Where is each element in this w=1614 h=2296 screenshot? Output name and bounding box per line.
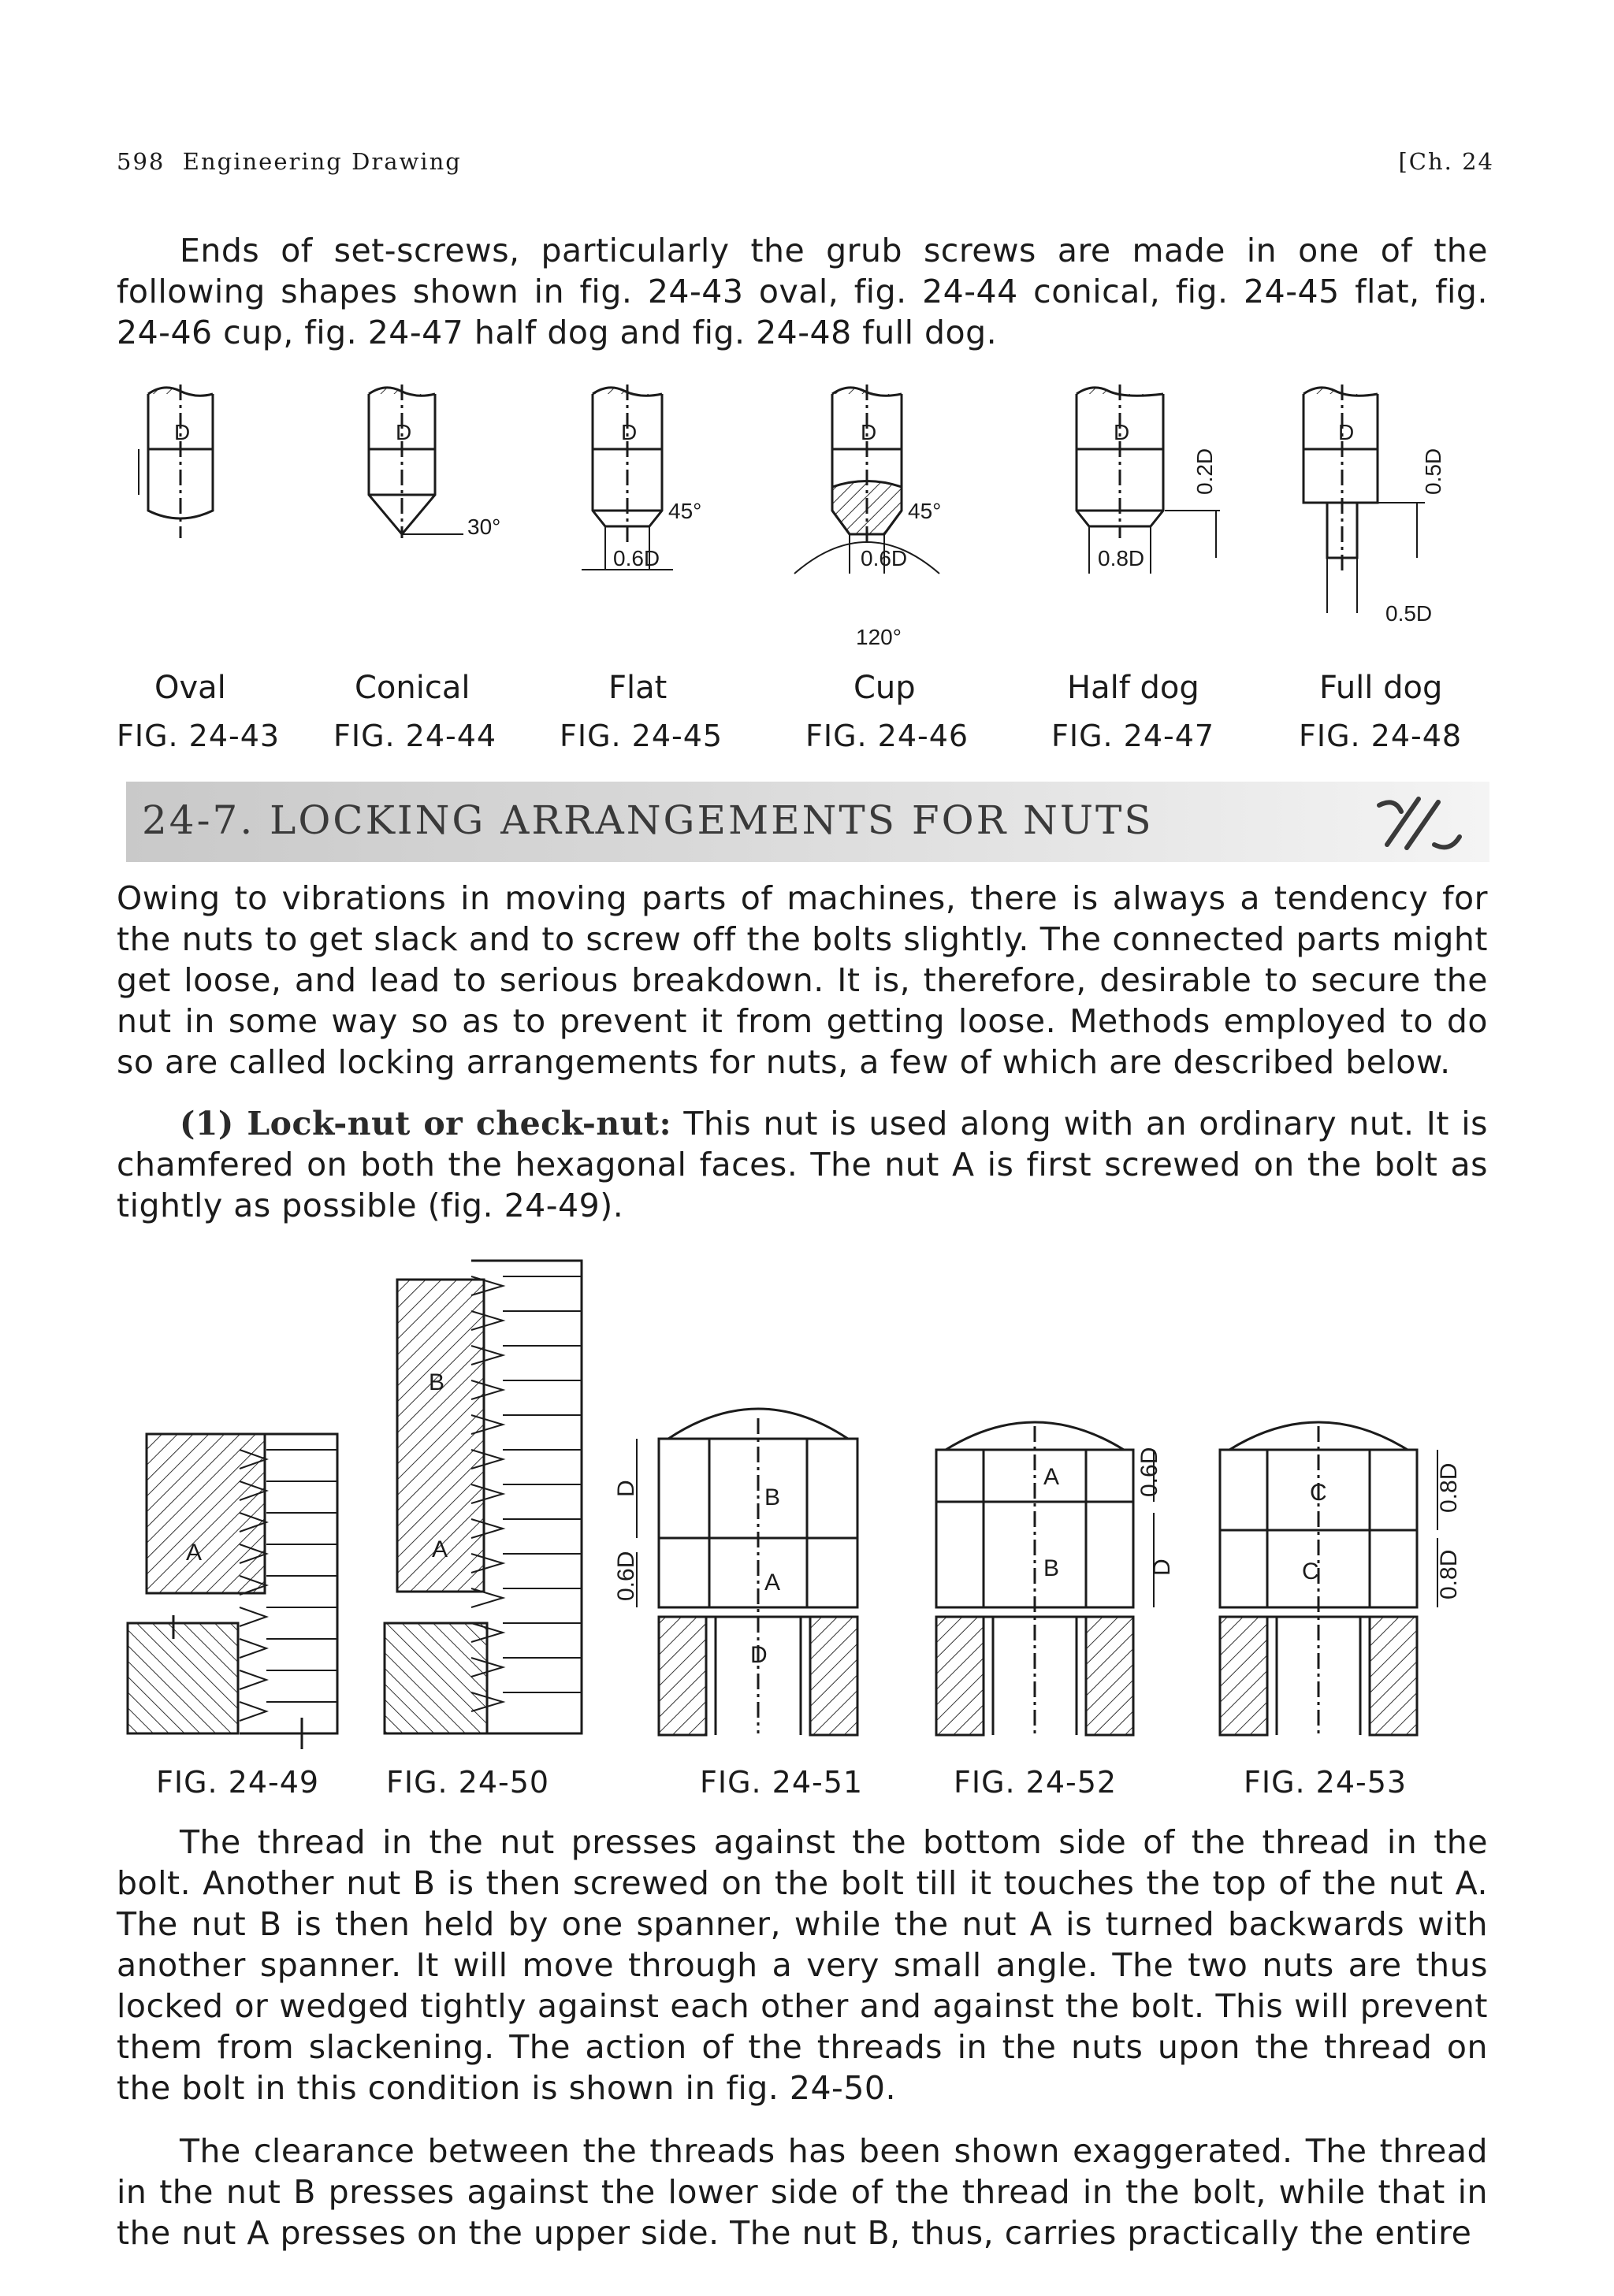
fig-24-51-drawing: [637, 1409, 857, 1735]
paragraph-3: [117, 1822, 1488, 2108]
cup-caption: FIG. 24-46: [805, 719, 969, 753]
page-number-and-title: [117, 148, 462, 175]
paragraph-4: [117, 2131, 1488, 2253]
cup-06d-label: 0.6D: [861, 546, 908, 570]
paragraph-1: [117, 878, 1488, 1083]
fig51-06d-label: 0.6D: [613, 1551, 639, 1601]
fig51-d-label: D: [750, 1642, 768, 1668]
conical-end-drawing: [369, 385, 463, 538]
conical-name: Conical: [355, 670, 470, 706]
fig52-b-label: B: [1043, 1555, 1060, 1581]
paragraph-1-text: Owing to vibrations in moving parts of machines, there is always a tendency for the nuts to get slack and to screw off the bolts slightly. The connected parts might get loose, and lead to serious breakdown. It is, therefore, desirable to secure the nut in some way so as to prevent it from getting loose. Methods employed to do so are called locking arrangements for nuts, a few of which are described below.: [117, 879, 1488, 1081]
fig-24-53-caption: FIG. 24-53: [1244, 1765, 1408, 1800]
fig-24-49-drawing: [128, 1434, 337, 1749]
paragraph-2-body: [117, 1103, 1488, 1226]
fig53-08d-top-label: 0.8D: [1436, 1462, 1462, 1513]
section-title: 24-7. LOCKING ARRANGEMENTS FOR NUTS: [142, 797, 1154, 843]
flat-d-label: D: [621, 420, 638, 444]
fig50-a-label: A: [432, 1536, 448, 1562]
fig52-06d-label: 0.6D: [1136, 1447, 1162, 1497]
fulldog-name: Full dog: [1319, 670, 1443, 706]
locknut-term: (1) Lock-nut or check-nut:: [180, 1105, 672, 1142]
fig52-a-label: A: [1043, 1464, 1060, 1490]
flat-angle-label: 45°: [668, 499, 702, 523]
oval-end-drawing: [139, 385, 213, 538]
fig53-c-bottom-label: C: [1302, 1559, 1319, 1585]
cup-angle-label: 45°: [908, 499, 942, 523]
fulldog-05d-vertical-label: 0.5D: [1421, 448, 1445, 495]
page-number: 598: [117, 148, 165, 175]
fig-24-53-drawing: [1220, 1422, 1437, 1735]
chapter-label: [Ch. 24: [1398, 148, 1494, 175]
conical-d-label: D: [396, 420, 412, 444]
intro-text: Ends of set-screws, particularly the grub screws are made in one of the following shapes shown in fig. 24-43 oval, fig. 24-44 conical, fig. 24-45 flat, fig. 24-46 cup, fig. 24-47 half dog and fig. 24-48 full dog.: [117, 232, 1488, 351]
fig51-b-label: B: [764, 1484, 781, 1510]
flat-end-drawing: [582, 385, 673, 570]
paragraph-2: [117, 1103, 1488, 1226]
decorative-ornament-icon: [1363, 789, 1474, 854]
paragraph-3-text: The thread in the nut presses against the bottom side of the thread in the bolt. Another nut B is then screwed on the bolt till it touches the top of the nut A. The nut B is then held by one spanner, while the nut A is turned backwards with another spanner. It will move through a very small angle. The two nuts are thus locked or wedged tightly against each other and against the bolt. This will prevent them from slackening. The action of the threads in the nuts upon the thread on the bolt in this condition is shown in fig. 24-50.: [117, 1823, 1488, 2107]
book-title: Engineering Drawing: [182, 148, 462, 175]
fig51-d-vertical-label: D: [613, 1480, 639, 1497]
oval-caption: FIG. 24-43: [117, 719, 281, 753]
fulldog-05d-label: 0.5D: [1385, 601, 1433, 626]
flat-06d-label: 0.6D: [613, 546, 660, 570]
cup-d-label: D: [861, 420, 877, 444]
fig-24-50-caption: FIG. 24-50: [386, 1765, 550, 1800]
conical-angle-label: 30°: [467, 515, 501, 539]
fig-24-51-caption: FIG. 24-51: [700, 1765, 864, 1800]
fig51-a-label: A: [764, 1570, 781, 1596]
cup-name: Cup: [853, 670, 916, 706]
fulldog-caption: FIG. 24-48: [1299, 719, 1463, 753]
fig50-b-label: B: [429, 1369, 445, 1395]
fig-24-50-drawing: [385, 1261, 582, 1733]
cup-end-drawing: [794, 385, 942, 574]
paragraph-2-text: This nut is used along with an ordinary nut. It is chamfered on both the hexagonal faces. The nut A is first screwed on the bolt as tightly as possible (fig. 24-49).: [117, 1105, 1488, 1224]
flat-name: Flat: [608, 670, 668, 706]
locknut-figures: [117, 1245, 1497, 1749]
section-banner: [126, 782, 1489, 862]
full-dog-end-drawing: [1303, 385, 1425, 613]
conical-caption: FIG. 24-44: [333, 719, 497, 753]
cup-120-label: 120°: [856, 625, 902, 649]
oval-d-label: D: [174, 420, 191, 444]
fig-24-52-caption: FIG. 24-52: [954, 1765, 1118, 1800]
screw-ends-figure: [117, 377, 1497, 676]
halfdog-02d-label: 0.2D: [1192, 448, 1217, 495]
fig53-08d-bottom-label: 0.8D: [1436, 1549, 1462, 1599]
fig-24-49-caption: FIG. 24-49: [156, 1765, 320, 1800]
fulldog-d-label: D: [1338, 420, 1355, 444]
locknut-captions: [117, 1765, 1497, 1804]
fig49-a-label: A: [186, 1540, 203, 1566]
flat-caption: FIG. 24-45: [560, 719, 723, 753]
fig52-d-label: D: [1149, 1559, 1175, 1576]
halfdog-caption: FIG. 24-47: [1051, 719, 1215, 753]
halfdog-name: Half dog: [1067, 670, 1199, 706]
paragraph-4-text: The clearance between the threads has been shown exaggerated. The thread in the nut B presses against the lower side of the thread in the bolt, while that in the nut A presses on the upper side. The nut B, thus, carries practically the entire: [117, 2132, 1488, 2252]
halfdog-08d-label: 0.8D: [1098, 546, 1145, 570]
fig53-c-top-label: C: [1310, 1480, 1327, 1506]
screw-end-labels: [117, 670, 1497, 764]
page-header: [117, 148, 1494, 188]
halfdog-d-label: D: [1114, 420, 1130, 444]
intro-paragraph: [117, 230, 1488, 353]
oval-name: Oval: [154, 670, 226, 706]
